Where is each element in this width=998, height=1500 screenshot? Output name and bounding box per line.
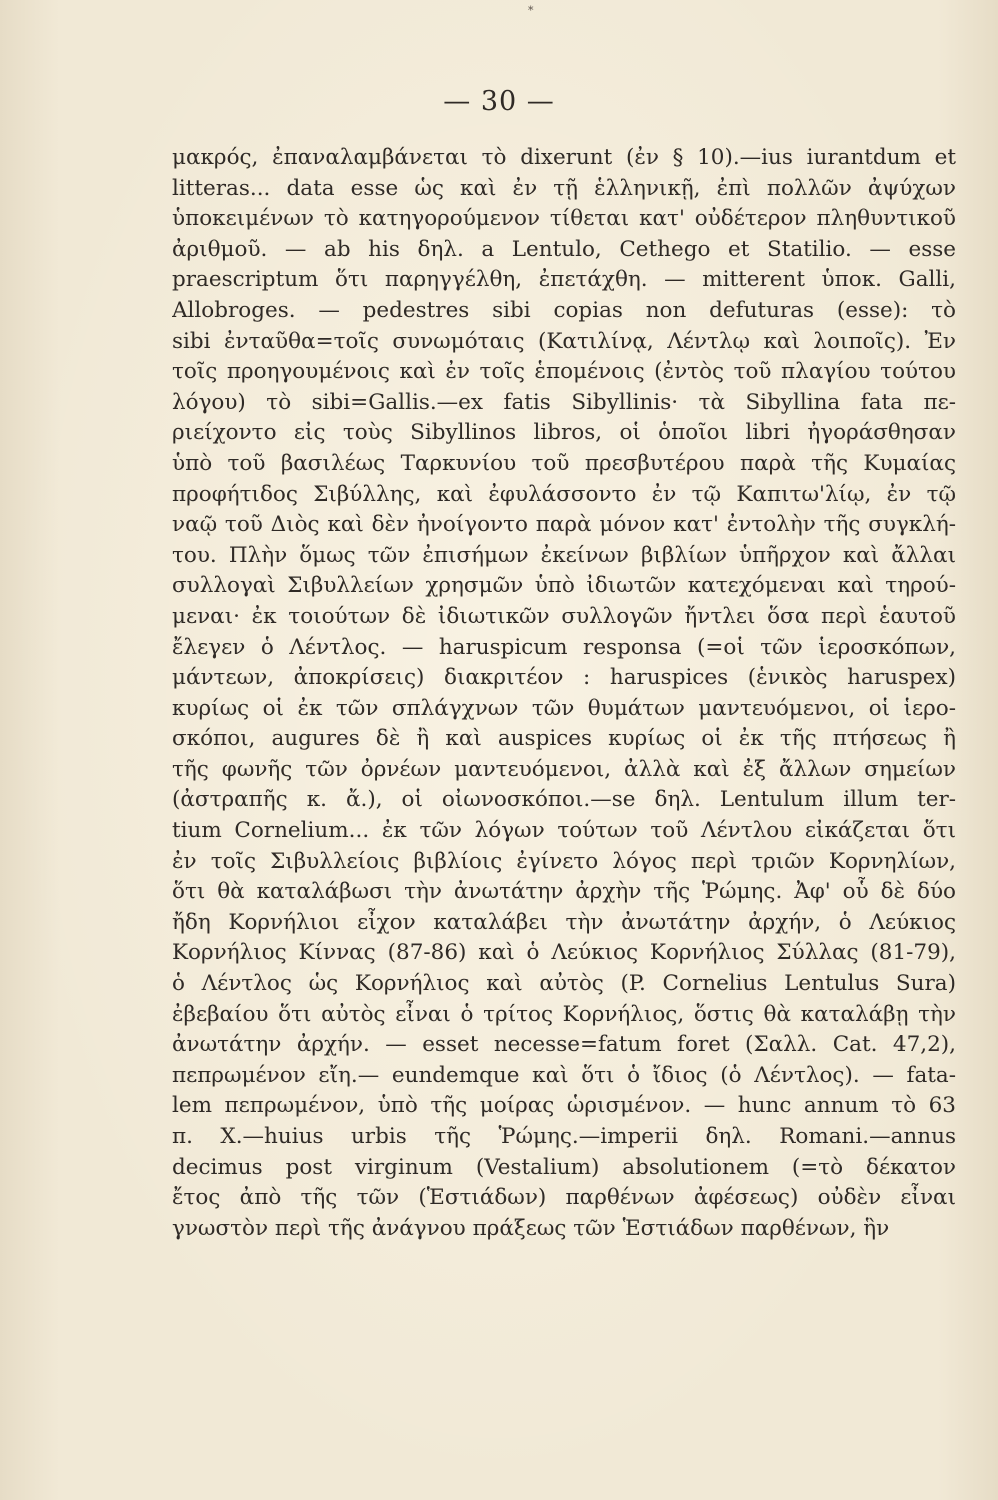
text-line: συλλογαὶ Σιβυλλείων χρησμῶν ὑπὸ ἰδιωτῶν κατεχόμεναι καὶ τηρού- <box>172 573 956 599</box>
text-line: ὑποκειμένων τὸ κατηγορούμενον τίθεται κατ' οὐδέτερον πληθυντικοῦ <box>172 206 956 232</box>
text-line: lem πεπρωμένον, ὑπὸ τῆς μοίρας ὡρισμένον. — hunc annum τὸ 63 <box>172 1093 956 1119</box>
text-line: ἀριθμοῦ. — ab his δηλ. a Lentulo, Cethego et Statilio. — esse <box>172 236 956 262</box>
text-line: τοῖς προηγουμένοις καὶ ἐν τοῖς ἑπομένοις (ἐντὸς τοῦ πλαγίου τούτου <box>172 359 956 385</box>
commentary-text <box>172 143 956 1244</box>
text-line: ἀνωτάτην ἀρχήν. — esset necesse=fatum foret (Σαλλ. Cat. 47,2), <box>172 1032 956 1058</box>
text-line: γνωστὸν περὶ τῆς ἀνάγνου πράξεως τῶν Ἑστιάδων παρθένων, ἣν <box>172 1215 890 1241</box>
text-line: decimus post virginum (Vestalium) absolutionem (=τὸ δέκατον <box>172 1154 956 1180</box>
text-line: (ἀστραπῆς κ. ἄ.), οἱ οἰωνοσκόποι.—se δηλ. Lentulum illum ter- <box>172 787 956 813</box>
text-line: praescriptum ὅτι παρηγγέλθη, ἐπετάχθη. — mitterent ὑποκ. Galli, <box>172 267 956 293</box>
page-number: — 30 — <box>443 86 555 117</box>
text-line: litteras... data esse ὡς καὶ ἐν τῇ ἑλληνικῇ, ἐπὶ πολλῶν ἀψύχων <box>172 175 956 201</box>
text-line: πεπρωμένον εἴη.— eundemque καὶ ὅτι ὁ ἴδιος (ὁ Λέντλος). — fata- <box>172 1062 956 1088</box>
text-line: ἐβεβαίου ὅτι αὐτὸς εἶναι ὁ τρίτος Κορνήλιος, ὅστις θὰ καταλάβῃ τὴν <box>172 1001 956 1027</box>
text-line: π. Χ.—huius urbis τῆς Ῥώμης.—imperii δηλ. Romani.—annus <box>172 1124 956 1149</box>
text-line: σκόποι, augures δὲ ἢ καὶ auspices κυρίως οἱ ἐκ τῆς πτήσεως ἢ <box>172 726 956 752</box>
text-line: κυρίως οἱ ἐκ τῶν σπλάγχνων τῶν θυμάτων μαντευόμενοι, οἱ ἱερο- <box>172 695 956 721</box>
text-line: Κορνήλιος Κίννας (87-86) καὶ ὁ Λεύκιος Κορνήλιος Σύλλας (81-79), <box>172 940 956 966</box>
text-line: τῆς φωνῆς τῶν ὀρνέων μαντευόμενοι, ἀλλὰ καὶ ἐξ ἄλλων σημείων <box>172 756 956 782</box>
text-line: προφήτιδος Σιβύλλης, καὶ ἐφυλάσσοντο ἐν τῷ Καπιτω'λίῳ, ἐν τῷ <box>172 481 956 507</box>
text-line: sibi ἐνταῦθα=τοῖς συνωμόταις (Κατιλίνᾳ, Λέντλῳ καὶ λοιποῖς). Ἐν <box>172 328 956 354</box>
text-line: ἐν τοῖς Σιβυλλείοις βιβλίοις ἐγίνετο λόγος περὶ τριῶν Κορνηλίων, <box>172 848 956 874</box>
text-line: ἤδη Κορνήλιοι εἶχον καταλάβει τὴν ἀνωτάτην ἀρχήν, ὁ Λεύκιος <box>172 909 956 935</box>
text-line: ὅτι θὰ καταλάβωσι τὴν ἀνωτάτην ἀρχὴν τῆς Ῥώμης. Ἀφ' οὗ δὲ δύο <box>172 879 956 905</box>
text-line: του. Πλὴν ὅμως τῶν ἐπισήμων ἐκείνων βιβλίων ὑπῆρχον καὶ ἄλλαι <box>172 542 956 568</box>
text-line: ἔλεγεν ὁ Λέντλος. — haruspicum responsa (=οἱ τῶν ἱεροσκόπων, <box>172 634 956 660</box>
text-line: tium Cornelium... ἐκ τῶν λόγων τούτων τοῦ Λέντλου εἰκάζεται ὅτι <box>172 818 956 844</box>
text-line: μακρός, ἐπαναλαμβάνεται τὸ dixerunt (ἐν § 10).—ius iurantdum et <box>172 145 956 170</box>
text-line: μεναι· ἐκ τοιούτων δὲ ἰδιωτικῶν συλλογῶν ἤντλει ὅσα περὶ ἑαυτοῦ <box>172 603 956 629</box>
text-line: ὁ Λέντλος ὡς Κορνήλιος καὶ αὐτὸς (P. Cornelius Lentulus Sura) <box>172 971 956 997</box>
text-line: μάντεων, ἀποκρίσεις) διακριτέον : haruspices (ἑνικὸς haruspex) <box>172 665 956 691</box>
text-line: ἔτος ἀπὸ τῆς τῶν (Ἑστιάδων) παρθένων ἀφέσεως) οὐδὲν εἶναι <box>172 1185 956 1211</box>
text-line: ριείχοντο εἰς τοὺς Sibyllinos libros, οἱ ὁποῖοι libri ἠγοράσθησαν <box>172 420 956 446</box>
text-line: Allobroges. — pedestres sibi copias non defuturas (esse): τὸ <box>172 297 956 323</box>
text-line: λόγου) τὸ sibi=Gallis.—ex fatis Sibyllinis· τὰ Sibyllina fata πε- <box>172 389 956 415</box>
page-top-mark: * <box>528 4 534 17</box>
text-line: ναῷ τοῦ Διὸς καὶ δὲν ἠνοίγοντο παρὰ μόνον κατ' ἐντολὴν τῆς συγκλή- <box>172 512 956 538</box>
text-line: ὑπὸ τοῦ βασιλέως Ταρκυνίου τοῦ πρεσβυτέρου παρὰ τῆς Κυμαίας <box>172 450 956 476</box>
